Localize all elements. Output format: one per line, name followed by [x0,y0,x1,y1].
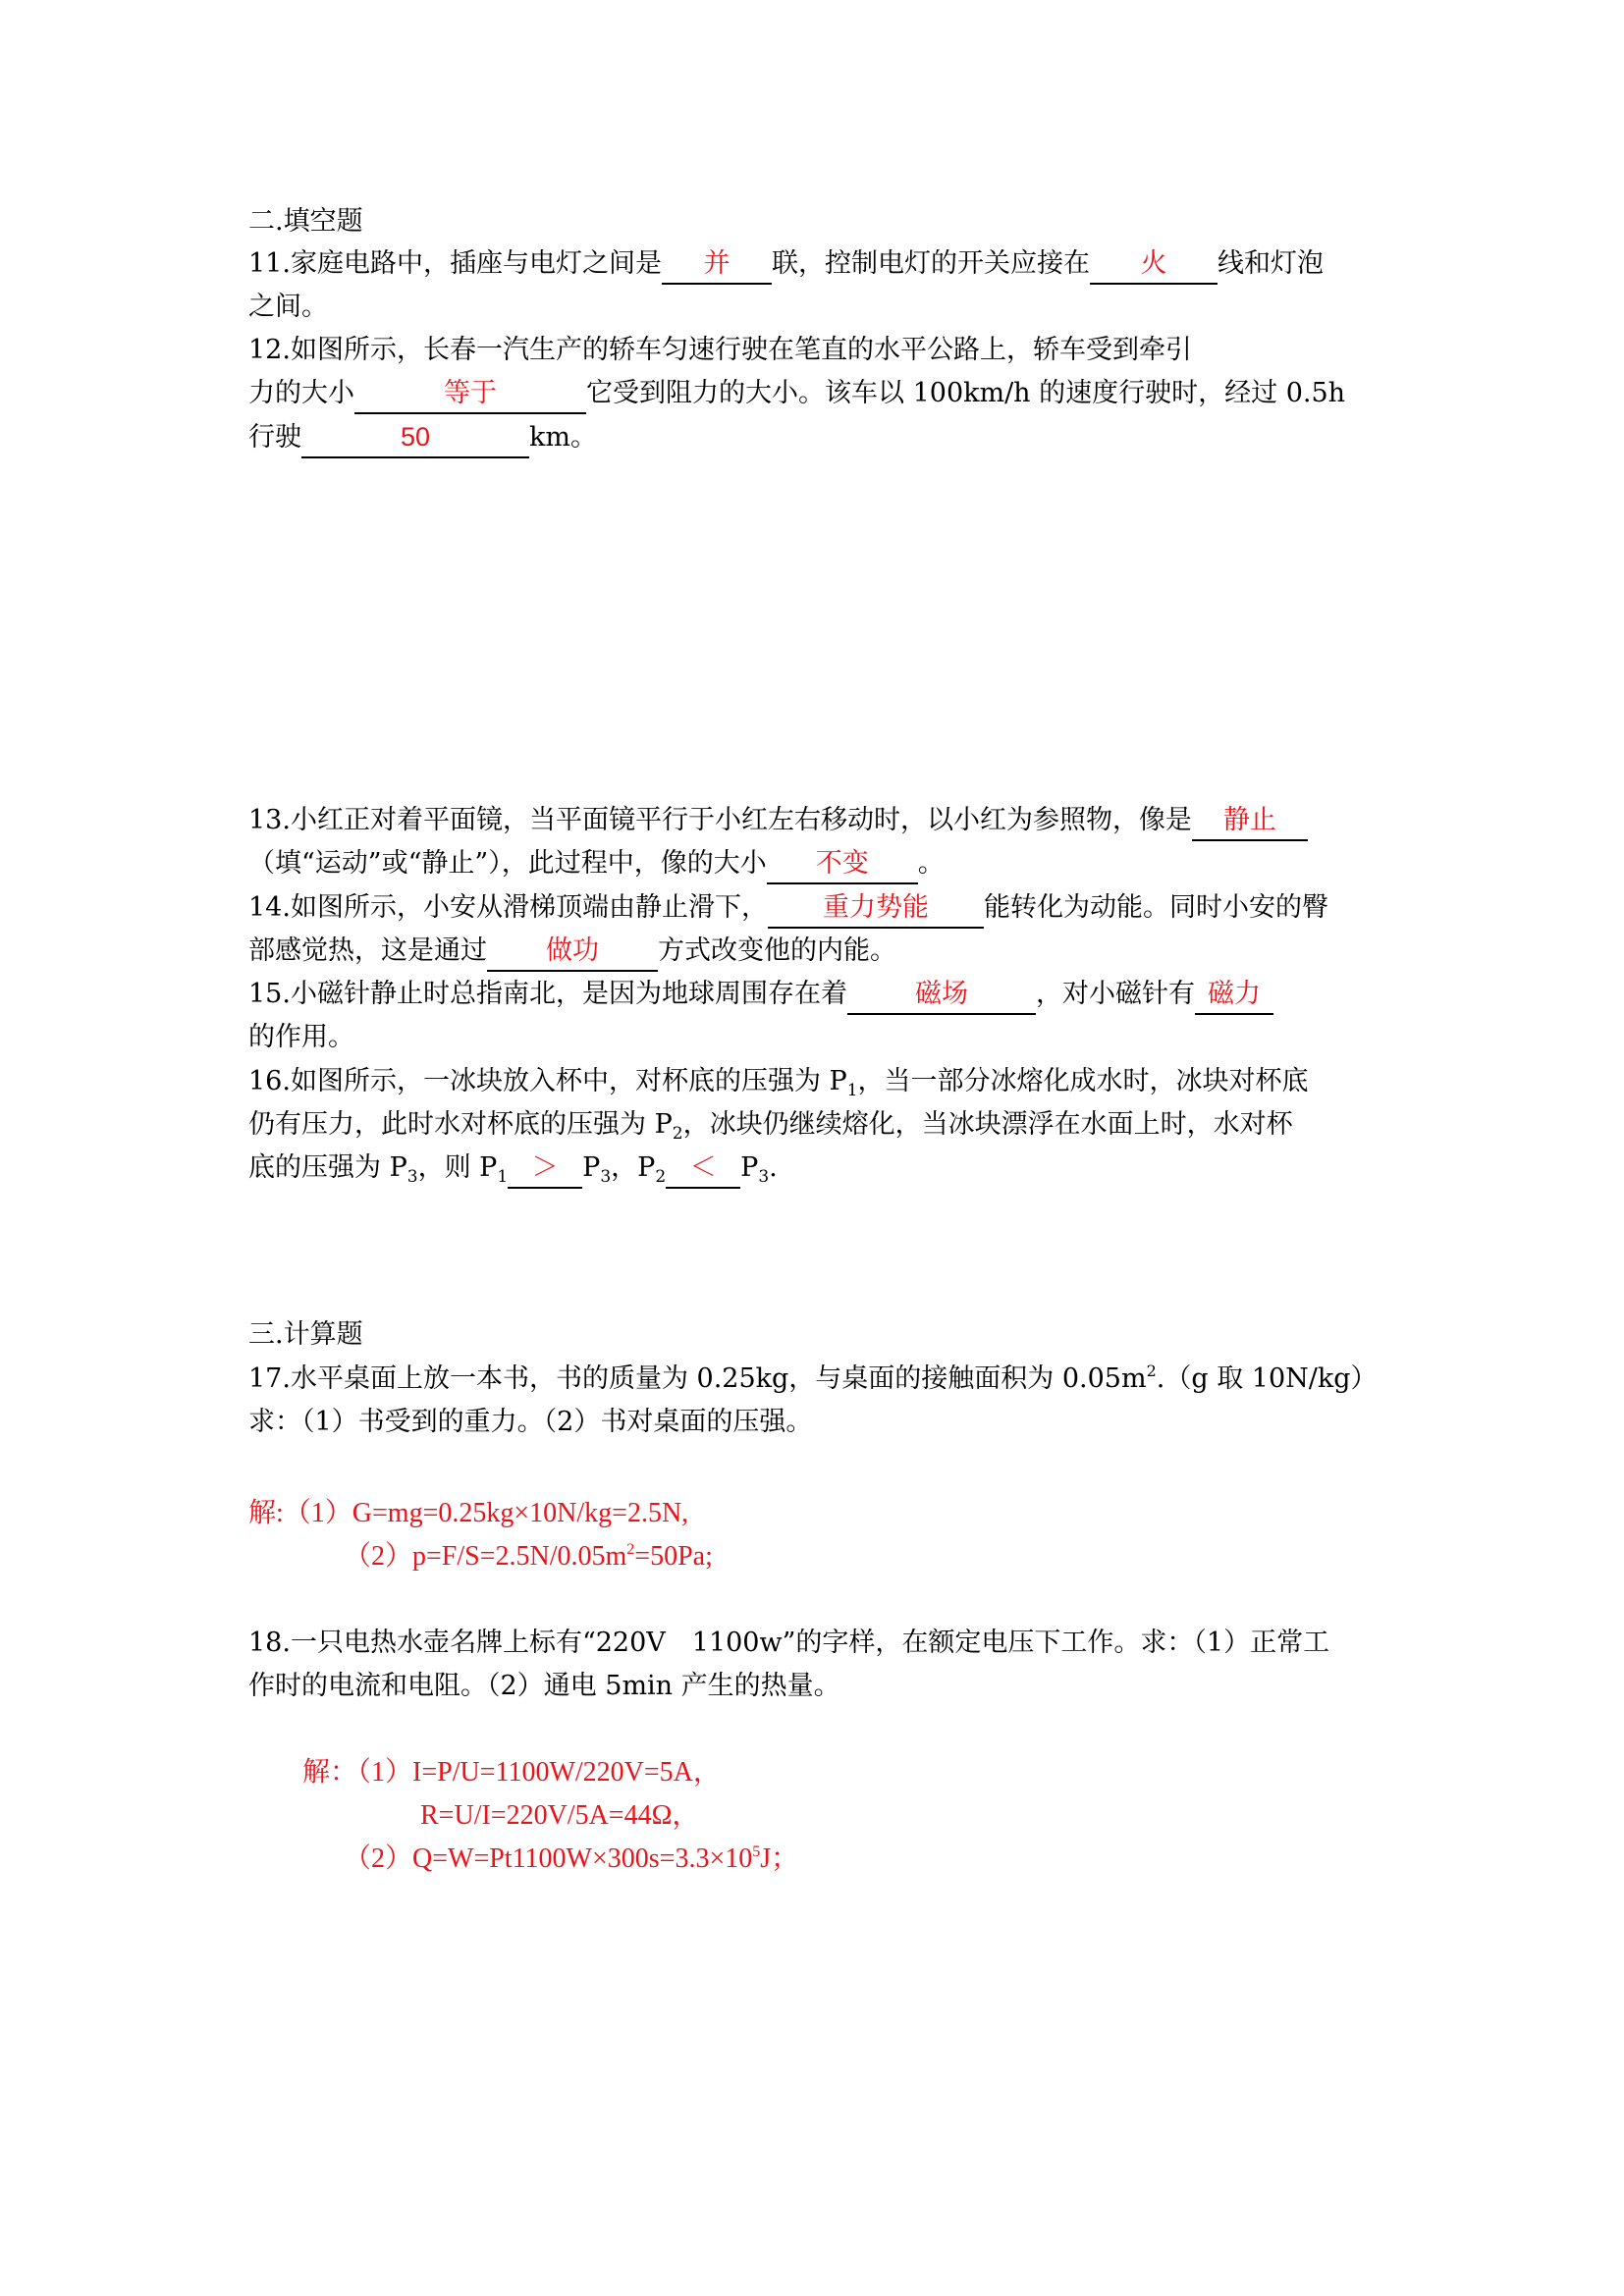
question-text: 仍有压力，此时水对杯底的压强为 P [248,1109,673,1140]
solution-text: （2）p=F/S=2.5N/0.05m [344,1541,627,1572]
section-title-calculation [248,1313,363,1357]
solution-text: 解:（1）G=mg=0.25kg×10N/kg=2.5N, [248,1498,689,1528]
question-text: 15.小磁针静止时总指南北，是因为地球周围存在着 [248,979,847,1009]
question-text: 行驶 [248,422,301,453]
question-text: ，则 P [417,1152,498,1183]
answer-text: 50 [400,422,431,452]
answer-blank [1192,801,1308,841]
section-title-text: 二.填空题 [248,206,363,237]
answer-blank [662,244,772,285]
question-11-line-2 [248,286,328,329]
question-18-line-2 [248,1665,840,1708]
question-17-line-2 [248,1401,812,1444]
solution-text: =50Pa; [634,1541,713,1572]
subscript: 2 [672,1124,683,1144]
answer-text: 不变 [815,848,869,878]
subscript: 1 [497,1167,509,1187]
question-text: 16.如图所示，一冰块放入杯中，对杯底的压强为 P [248,1066,847,1096]
question-text: P [740,1152,759,1183]
solution-text: J； [760,1843,799,1874]
question-text: ，对小磁针有 [1035,979,1195,1009]
answer-blank [487,932,658,972]
section-title-text: 三.计算题 [248,1319,363,1350]
answer-blank [847,975,1036,1015]
solution-17-line-1 [248,1492,688,1535]
question-text: 。 [917,848,945,879]
question-text: 能转化为动能。同时小安的臀 [983,892,1328,923]
question-text: ，P [611,1152,656,1183]
question-16-line-1 [248,1060,1309,1103]
question-text: . [769,1152,778,1183]
question-text: km。 [529,422,597,453]
subscript: 3 [758,1167,770,1187]
answer-text: 火 [1140,248,1167,278]
question-text: （填“运动”或“静止”），此过程中，像的大小 [248,848,767,879]
question-15-line-2 [248,1016,354,1059]
question-text: 14.如图所示，小安从滑梯顶端由静止滑下， [248,892,768,923]
question-text: 方式改变他的内能。 [658,935,896,966]
question-13-line-1 [248,799,1308,842]
question-text: 求：（1）书受到的重力。（2）书对桌面的压强。 [248,1407,813,1437]
answer-blank [1090,244,1218,285]
answer-blank [508,1148,582,1189]
question-text: 之间。 [248,292,328,322]
solution-18-line-1 [302,1751,721,1794]
question-14-line-2 [248,930,896,973]
question-12-line-2 [248,372,1345,415]
superscript: 5 [752,1843,761,1860]
answer-blank [301,418,529,458]
answer-text: 并 [703,248,731,278]
solution-text: 解：（1）I=P/U=1100W/220V=5A， [302,1757,721,1788]
answer-text: 静止 [1222,805,1276,834]
question-text: 它受到阻力的大小。该车以 100km/h 的速度行驶时，经过 0.5h [586,378,1346,408]
question-text: P [582,1152,601,1183]
question-12-line-1 [248,329,1192,372]
solution-17-line-2 [344,1535,713,1578]
question-text: 部感觉热，这是通过 [248,935,487,966]
question-14-line-1 [248,886,1328,930]
answer-text: ＜ [689,1152,717,1182]
solution-text: （2）Q=W=Pt1100W×300s=3.3×10 [344,1843,753,1874]
answer-blank [666,1148,740,1189]
question-text: .（g 取 10N/kg） [1156,1363,1378,1394]
answer-text: 磁力 [1207,979,1261,1008]
subscript: 3 [406,1167,418,1187]
superscript: 2 [626,1541,635,1558]
solution-18-line-3 [344,1838,798,1881]
question-13-line-2 [248,842,945,885]
solution-18-line-2 [420,1794,699,1838]
question-16-line-2 [248,1103,1293,1147]
question-12-line-3 [248,416,597,459]
subscript: 1 [846,1081,858,1100]
question-text: 11.家庭电路中，插座与电灯之间是 [248,248,662,279]
question-18-line-1 [248,1622,1329,1665]
question-text: 力的大小 [248,378,354,408]
answer-text: ＞ [531,1152,559,1182]
answer-blank [768,888,984,929]
question-text: 作时的电流和电阻。（2）通电 5min 产生的热量。 [248,1671,840,1701]
answer-blank [767,844,918,884]
question-text: 13.小红正对着平面镜，当平面镜平行于小红左右移动时，以小红为参照物，像是 [248,805,1192,835]
answer-text: 等于 [444,378,497,407]
section-title-fill-in [248,200,363,243]
question-text: 17.水平桌面上放一本书，书的质量为 0.25kg，与桌面的接触面积为 0.05m [248,1363,1147,1394]
answer-text: 做功 [546,935,599,965]
question-text: 底的压强为 P [248,1152,407,1183]
question-text: 18.一只电热水壶名牌上标有“220V 1100w”的字样，在额定电压下工作。求：（1）正常工 [248,1628,1330,1658]
question-16-line-3 [248,1147,778,1190]
subscript: 3 [600,1167,612,1187]
question-text: 联，控制电灯的开关应接在 [771,248,1090,279]
superscript: 2 [1146,1362,1157,1380]
question-text: ，当一部分冰熔化成水时，冰块对杯底 [857,1066,1309,1096]
subscript: 2 [655,1167,667,1187]
question-17-line-1 [248,1358,1378,1401]
question-11-line-1 [248,242,1324,286]
answer-blank [354,374,586,414]
question-text: 的作用。 [248,1022,354,1052]
answer-blank [1195,975,1273,1015]
answer-text: 重力势能 [822,892,929,922]
solution-text: R=U/I=220V/5A=44Ω， [420,1800,700,1831]
question-text: 线和灯泡 [1217,248,1324,279]
question-15-line-1 [248,973,1273,1016]
question-text: 12.如图所示，长春一汽生产的轿车匀速行驶在笔直的水平公路上，轿车受到牵引 [248,335,1192,365]
answer-text: 磁场 [914,979,968,1008]
question-text: ，冰块仍继续熔化，当冰块漂浮在水面上时，水对杯 [682,1109,1293,1140]
